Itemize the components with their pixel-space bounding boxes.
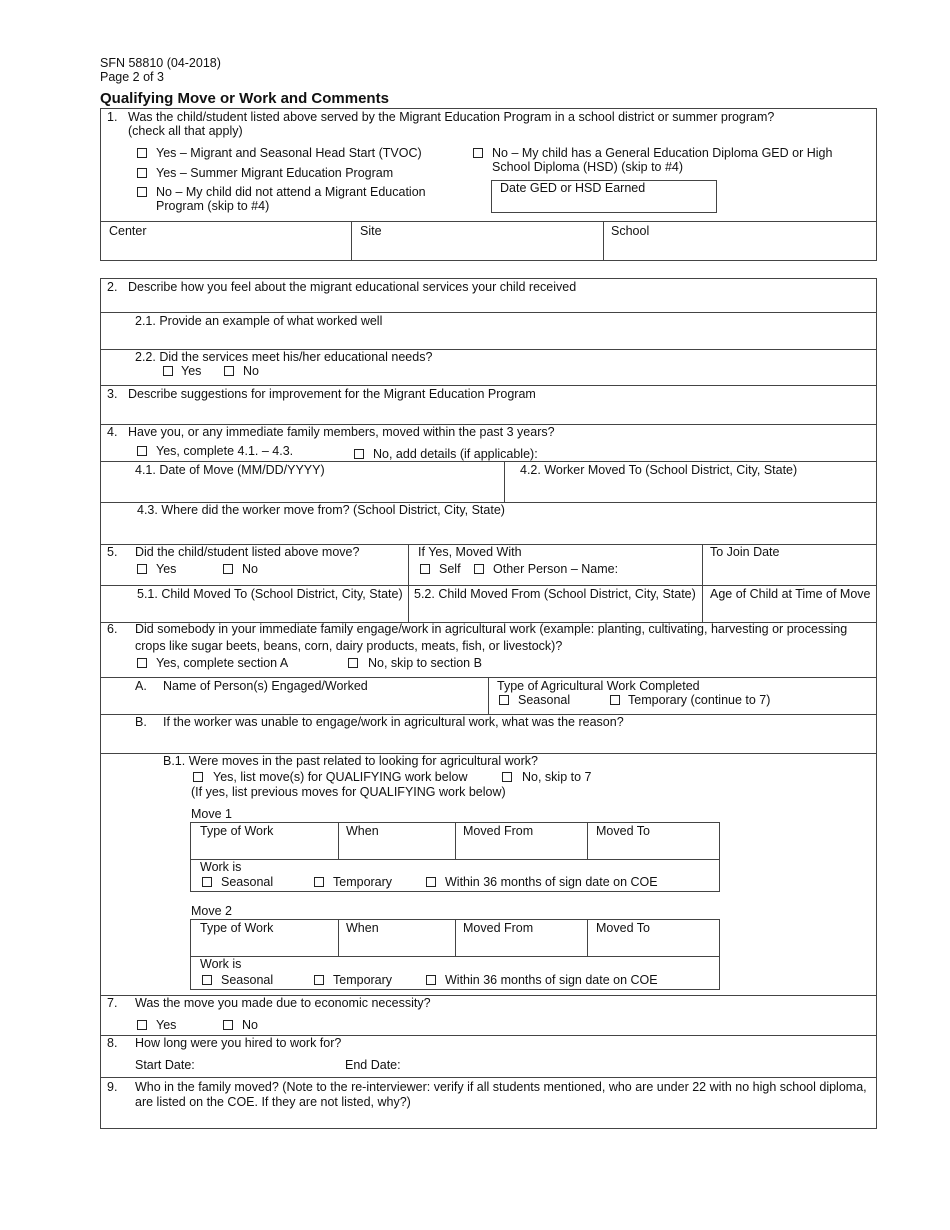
move-1-within-label: Within 36 months of sign date on COE (445, 875, 658, 889)
divider (702, 544, 703, 622)
move-1-moved-to-label: Moved To (596, 824, 650, 838)
q5-self-checkbox[interactable] (420, 564, 430, 574)
q4-no-label: No, add details (if applicable): (373, 447, 538, 461)
q2-2-yes-checkbox[interactable] (163, 366, 173, 376)
q2-2-yes-label: Yes (181, 364, 202, 378)
q6-b1-yes-checkbox[interactable] (193, 772, 203, 782)
q4-number: 4. (107, 425, 118, 439)
q5-no-checkbox[interactable] (223, 564, 233, 574)
q7-yes-checkbox[interactable] (137, 1020, 147, 1030)
move-1-title: Move 1 (191, 807, 232, 821)
q6-seasonal-label: Seasonal (518, 693, 571, 707)
q7-no-checkbox[interactable] (223, 1020, 233, 1030)
q6-question-2: crops like sugar beets, beans, corn, dairy products, meats, fish, or livestock)? (135, 639, 563, 653)
q6-no-label: No, skip to section B (368, 656, 482, 670)
q9-question-1: Who in the family moved? (Note to the re-interviewer: verify if all students mentioned, who are under 22 with no high school diploma, (135, 1080, 867, 1094)
divider (190, 859, 720, 860)
center-label: Center (109, 224, 147, 238)
q6-b1-no-label: No, skip to 7 (522, 770, 592, 784)
divider (100, 385, 877, 386)
q1-ged-label-1: No – My child has a General Education Diploma GED or High (492, 146, 833, 160)
q5-self-label: Self (439, 562, 461, 576)
move-2-title: Move 2 (191, 904, 232, 918)
q1-no-attend-label-1: No – My child did not attend a Migrant Education (156, 185, 426, 199)
q6-type-work-label: Type of Agricultural Work Completed (497, 679, 700, 693)
divider (351, 221, 352, 261)
q6-yes-checkbox[interactable] (137, 658, 147, 668)
q6-b1-no-checkbox[interactable] (502, 772, 512, 782)
move-1-type-of-work-label: Type of Work (200, 824, 274, 838)
q8-number: 8. (107, 1036, 118, 1050)
divider (100, 1077, 877, 1078)
page-number: Page 2 of 3 (100, 70, 164, 84)
form-id: SFN 58810 (04-2018) (100, 56, 221, 70)
move-2-when-label: When (346, 921, 379, 935)
divider (455, 822, 456, 859)
q7-no-label: No (242, 1018, 258, 1032)
q1-instruction: (check all that apply) (128, 124, 243, 138)
move-2-work-is-label: Work is (200, 957, 242, 971)
divider (408, 544, 409, 622)
q1-summer-label: Yes – Summer Migrant Education Program (156, 166, 394, 180)
q9-number: 9. (107, 1080, 118, 1094)
q4-yes-label: Yes, complete 4.1. – 4.3. (156, 444, 294, 458)
q1-no-attend-label-2: Program (skip to #4) (156, 199, 270, 213)
q2-2-question: 2.2. Did the services meet his/her educational needs? (135, 350, 433, 364)
q5-number: 5. (107, 545, 118, 559)
divider (100, 221, 877, 222)
move-2-temporary-label: Temporary (333, 973, 393, 987)
move-1-work-is-label: Work is (200, 860, 242, 874)
q6-question-1: Did somebody in your immediate family engage/work in agricultural work (example: planting, cultivating, harvesting or processing (135, 622, 848, 636)
move-2-seasonal-checkbox[interactable] (202, 975, 212, 985)
move-1-temporary-checkbox[interactable] (314, 877, 324, 887)
q6-b1-note: (If yes, list previous moves for QUALIFYING work below) (191, 785, 506, 799)
divider (100, 312, 877, 313)
q6-yes-label: Yes, complete section A (156, 656, 289, 670)
move-1-temporary-label: Temporary (333, 875, 393, 889)
q2-2-no-checkbox[interactable] (224, 366, 234, 376)
q1-ged-label-2: School Diploma (HSD) (skip to #4) (492, 160, 684, 174)
q5-moved-with-label: If Yes, Moved With (418, 545, 522, 559)
move-2-moved-from-label: Moved From (463, 921, 534, 935)
q4-3-label: 4.3. Where did the worker move from? (School District, City, State) (137, 503, 505, 517)
q1-question: Was the child/student listed above served by the Migrant Education Program in a school district or summer program? (128, 110, 775, 124)
divider (504, 461, 505, 502)
divider (587, 919, 588, 956)
q6-seasonal-checkbox[interactable] (499, 695, 509, 705)
move-2-within-label: Within 36 months of sign date on COE (445, 973, 658, 987)
q1-number: 1. (107, 110, 118, 124)
q2-number: 2. (107, 280, 118, 294)
q5-no-label: No (242, 562, 258, 576)
move-1-within-checkbox[interactable] (426, 877, 436, 887)
q5-age-label: Age of Child at Time of Move (710, 587, 871, 601)
move-2-moved-to-label: Moved To (596, 921, 650, 935)
q9-question-2: are listed on the COE. If they are not listed, why?) (135, 1095, 411, 1109)
q2-question: Describe how you feel about the migrant educational services your child received (128, 280, 577, 294)
q5-yes-checkbox[interactable] (137, 564, 147, 574)
move-2-type-of-work-label: Type of Work (200, 921, 274, 935)
move-1-seasonal-label: Seasonal (221, 875, 274, 889)
move-1-when-label: When (346, 824, 379, 838)
q5-other-label: Other Person – Name: (493, 562, 619, 576)
q5-2-label: 5.2. Child Moved From (School District, City, State) (414, 587, 696, 601)
q7-yes-label: Yes (156, 1018, 177, 1032)
divider (338, 822, 339, 859)
q6-temporary-checkbox[interactable] (610, 695, 620, 705)
divider (587, 822, 588, 859)
q5-question: Did the child/student listed above move? (135, 545, 360, 559)
q6-b-label: B. (135, 715, 147, 729)
q4-1-label: 4.1. Date of Move (MM/DD/YYYY) (135, 463, 325, 477)
page-title: Qualifying Move or Work and Comments (100, 90, 389, 107)
q8-start-date-label: Start Date: (135, 1058, 195, 1072)
move-2-temporary-checkbox[interactable] (314, 975, 324, 985)
q1-summer-checkbox[interactable] (137, 168, 147, 178)
q4-yes-checkbox[interactable] (137, 446, 147, 456)
q4-question: Have you, or any immediate family members, moved within the past 3 years? (128, 425, 555, 439)
divider (603, 221, 604, 261)
q6-no-checkbox[interactable] (348, 658, 358, 668)
q1-tvoc-checkbox[interactable] (137, 148, 147, 158)
divider (338, 919, 339, 956)
q8-question: How long were you hired to work for? (135, 1036, 342, 1050)
q7-number: 7. (107, 996, 118, 1010)
q6-a-question: Name of Person(s) Engaged/Worked (163, 679, 368, 693)
site-label: Site (360, 224, 382, 238)
school-label: School (611, 224, 650, 238)
move-1-seasonal-checkbox[interactable] (202, 877, 212, 887)
q3-question: Describe suggestions for improvement for the Migrant Education Program (128, 387, 536, 401)
q2-2-no-label: No (243, 364, 259, 378)
q6-b1-yes-label: Yes, list move(s) for QUALIFYING work below (213, 770, 468, 784)
move-1-moved-from-label: Moved From (463, 824, 534, 838)
q6-temporary-label: Temporary (continue to 7) (628, 693, 771, 707)
q1-no-attend-checkbox[interactable] (137, 187, 147, 197)
q4-no-checkbox[interactable] (354, 449, 364, 459)
q8-end-date-label: End Date: (345, 1058, 401, 1072)
q6-number: 6. (107, 622, 118, 636)
q4-2-label: 4.2. Worker Moved To (School District, City, State) (520, 463, 798, 477)
q5-1-label: 5.1. Child Moved To (School District, City, State) (137, 587, 403, 601)
q6-b-question: If the worker was unable to engage/work in agricultural work, what was the reason? (163, 715, 624, 729)
divider (100, 585, 877, 586)
q1-tvoc-label: Yes – Migrant and Seasonal Head Start (TVOC) (156, 146, 422, 160)
q5-join-date-label: To Join Date (710, 545, 780, 559)
q7-question: Was the move you made due to economic necessity? (135, 996, 431, 1010)
move-2-within-checkbox[interactable] (426, 975, 436, 985)
move-2-seasonal-label: Seasonal (221, 973, 274, 987)
ged-date-label: Date GED or HSD Earned (500, 181, 646, 195)
q1-ged-checkbox[interactable] (473, 148, 483, 158)
q6-b1-question: B.1. Were moves in the past related to looking for agricultural work? (163, 754, 538, 768)
divider (455, 919, 456, 956)
q5-other-checkbox[interactable] (474, 564, 484, 574)
q6-a-label: A. (135, 679, 147, 693)
divider (190, 956, 720, 957)
divider (488, 677, 489, 714)
q3-number: 3. (107, 387, 118, 401)
q5-yes-label: Yes (156, 562, 177, 576)
q2-1-question: 2.1. Provide an example of what worked well (135, 314, 383, 328)
divider (100, 461, 877, 462)
